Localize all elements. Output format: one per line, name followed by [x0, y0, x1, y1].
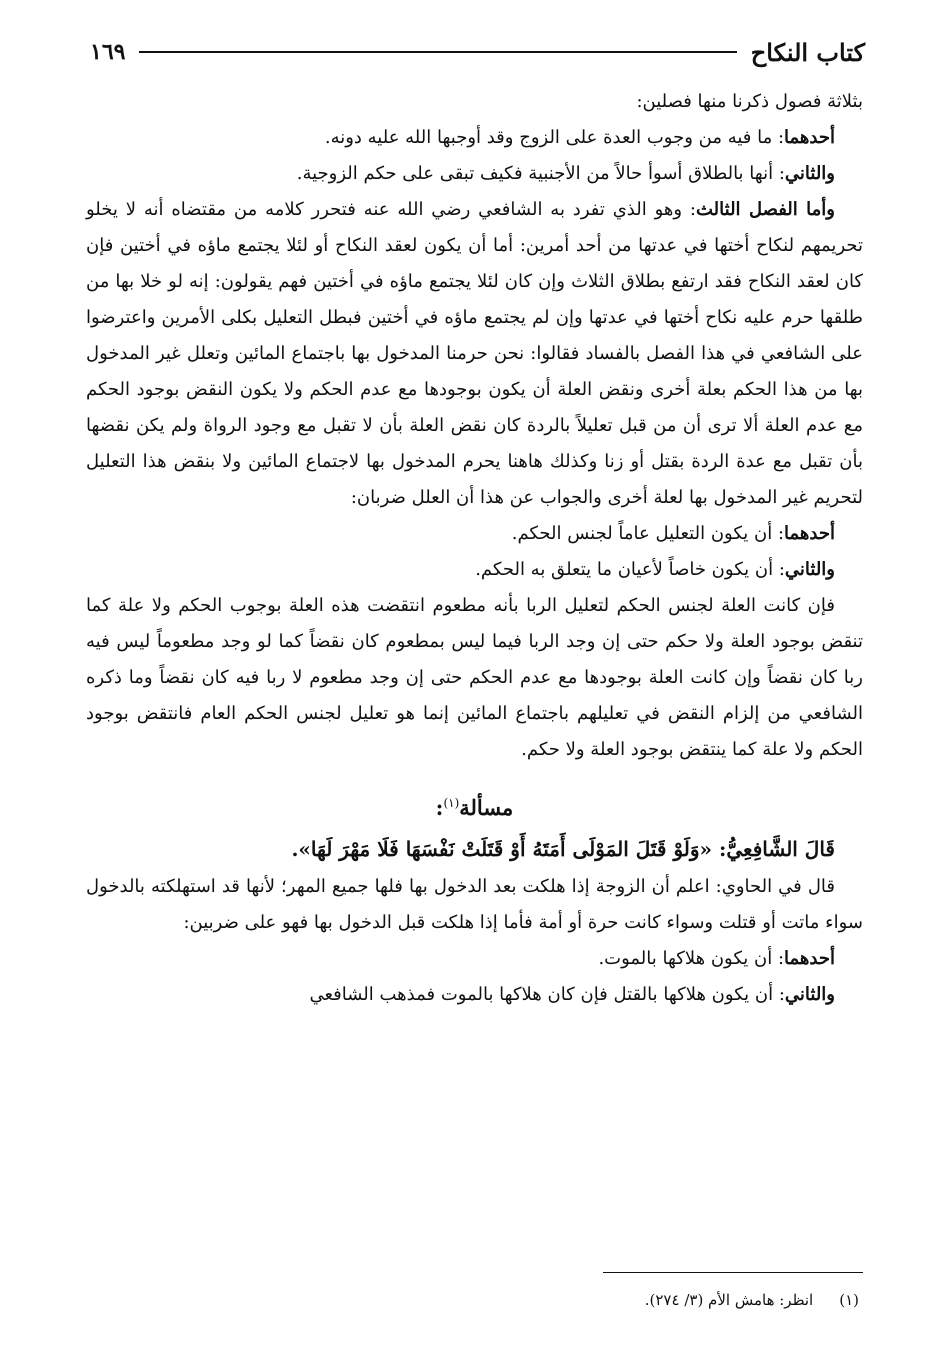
paragraph-first: أحدهما: ما فيه من وجوب العدة على الزوج وقد أوجبها الله عليه دونه.: [324, 127, 835, 148]
masala-heading: [86, 782, 863, 829]
paragraph-text: أن يكون هلاكها بالقتل فإن كان هلاكها بالموت فمذهب الشافعي: [309, 984, 774, 1005]
page-header: [90, 32, 865, 72]
paragraph-lead: والثاني: [784, 984, 835, 1005]
paragraph-hawi: [86, 869, 863, 941]
paragraph-text: وهو الذي تفرد به الشافعي رضي الله عنه فتحرر كلامه من مقتضاه أنه لا يخلو تحريمهم لنكاح أختها في عدتها من أحد أمرين: أما أن يكون لعقد النكاح أو لئلا يجتمع ماؤه في أختين فإن كان لعقد النكاح فقد ارتفع بطلاق الثلاث وإن كان لئلا يجتمع ماؤه في أختين فهم يقولون: إنه لو خلا بها من طلقها حرم عليه نكاح أختها في عدتها وإن لم يجتمع ماؤه في أختين فبطل التعليل بكلى الأمرين واعترضوا على الشافعي في هذا الفصل بالفساد فقالوا: نحن حرمنا المدخول بها باجتماع المائين وتعلل غير المدخول بها من هذا الحكم بعلة أخرى ونقض العلة أن يكون بوجودها مع عدم الحكم ولا يكون النقض بوجود الحكم مع عدم العلة ألا ترى أن من قبل تعليلاً بالردة كان نقض العلة بأن لا تقبل مع وجود الرواة ولم يكن نقضها بأن تقبل مع عدة الردة بقتل أو زنا وكذلك هاهنا يحرم المدخول بها لاجتماع المائين ولا بنقض هذا التعليل لتحريم غير المدخول بها لعلة أخرى والجواب عن هذا أن العلل ضربان:: [86, 199, 863, 508]
paragraph-lead: أحدهما: [784, 948, 835, 969]
footnote: [645, 1288, 859, 1312]
paragraph-first-kind: أحدهما: أن يكون التعليل عاماً لجنس الحكم.: [511, 523, 835, 544]
paragraph-lead: أحدهما: [784, 127, 835, 148]
paragraph-third-section: وأما الفصل الثالث: وهو الذي تفرد به الشافعي رضي الله عنه فتحرر كلامه من مقتضاه أنه لا يخلو تحريمهم لنكاح أختها في عدتها من أحد أمرين: أما أن يكون لعقد النكاح أو لئلا يجتمع ماؤه في أختين فإن كان لعقد النكاح فقد ارتفع بطلاق الثلاث وإن كان لئلا يجتمع ماؤه في أختين فهم يقولون: إنه لو خلا بها من طلقها حرم عليه نكاح أختها في عدتها وإن لم يجتمع ماؤه في أختين فبطل التعليل بكلى الأمرين واعترضوا على الشافعي في هذا الفصل بالفساد فقالوا: نحن حرمنا المدخول بها باجتماع المائين وتعلل غير المدخول بها من هذا الحكم بعلة أخرى ونقض العلة أن يكون بوجودها مع عدم الحكم ولا يكون النقض بوجود الحكم مع عدم العلة ألا ترى أن من قبل تعليلاً بالردة كان نقض العلة بأن لا تقبل مع وجود الرواة ولم يكن نقضها بأن تقبل مع عدة الردة بقتل أو زنا وكذلك هاهنا يحرم المدخول بها لاجتماع المائين ولا بنقض هذا التعليل لتحريم غير المدخول بها لعلة أخرى والجواب عن هذا أن العلل ضربان:: [86, 199, 863, 508]
paragraph-lead: والثاني: [784, 559, 835, 580]
footnote-rule: [603, 1272, 863, 1273]
paragraph-riba: [86, 588, 863, 768]
paragraph-killing: والثاني: أن يكون هلاكها بالقتل فإن كان هلاكها بالموت فمذهب الشافعي: [309, 984, 835, 1005]
book-title: كتاب النكاح: [750, 37, 865, 67]
paragraph-text: أن يكون خاصاً لأعيان ما يتعلق به الحكم.: [475, 559, 774, 580]
masala-title: مسألة: [459, 795, 514, 820]
paragraph-intro: [86, 84, 863, 120]
paragraph-text: ما فيه من وجوب العدة على الزوج وقد أوجبها الله عليه دونه.: [324, 127, 773, 148]
paragraph-death: أحدهما: أن يكون هلاكها بالموت.: [598, 948, 835, 969]
paragraph-text: أنها بالطلاق أسوأ حالاً من الأجنبية فكيف تبقى على حكم الزوجية.: [296, 163, 774, 184]
paragraph-text: أن يكون التعليل عاماً لجنس الحكم.: [511, 523, 773, 544]
paragraph-lead: أحدهما: [784, 523, 835, 544]
footnote-text: انظر: هامش الأم (٣/ ٢٧٤).: [644, 1291, 814, 1309]
quote-text: قَالَ الشَّافِعِيُّ: «وَلَوْ قَتَلَ المَوْلَى أَمَتَهُ أَوْ قَتَلَتْ نَفْسَهَا فَلَا مَهْرَ لَهَا».: [291, 837, 835, 861]
paragraph-lead: والثاني: [784, 163, 835, 184]
masala-colon: :: [435, 795, 444, 820]
paragraph-text: أن يكون هلاكها بالموت.: [598, 948, 773, 969]
page-number: ١٦٩: [90, 39, 126, 65]
header-rule: [139, 51, 736, 53]
paragraph-lead: وأما الفصل الثالث: [696, 199, 835, 220]
paragraph-text: قال في الحاوي: اعلم أن الزوجة إذا هلكت بعد الدخول بها فلها جميع المهر؛ لأنها قد استهلكته بالدخول سواء ماتت أو قتلت وسواء كانت حرة أو أمة فأما إذا هلكت قبل الدخول بها فهو على ضربين:: [86, 876, 863, 933]
paragraph-second-kind: والثاني: أن يكون خاصاً لأعيان ما يتعلق به الحكم.: [475, 559, 835, 580]
paragraph-second: والثاني: أنها بالطلاق أسوأ حالاً من الأجنبية فكيف تبقى على حكم الزوجية.: [296, 163, 835, 184]
footnote-number: (١): [839, 1291, 859, 1309]
paragraph-text: بثلاثة فصول ذكرنا منها فصلين:: [636, 91, 863, 112]
footnote-ref: (١): [443, 796, 460, 810]
shafii-quote: [86, 829, 863, 869]
paragraph-text: فإن كانت العلة لجنس الحكم لتعليل الربا بأنه مطعوم انتقضت هذه العلة بوجوب الحكم ولا علة كما تنقض بوجود العلة ولا حكم حتى إن وجد الربا فيما ليس بمطعوم كان نقضاً كما لو وجد مطعوماً ليس فيه ربا كان نقضاً وإن كانت العلة بوجودها مع عدم الحكم حتى إن وجد مطعوم لا ربا فيه كان نقضاً وما ذكره الشافعي من إلزام النقض في تعليلهم باجتماع المائين إنما هو تعليل لجنس الحكم العام فانتقض بوجود الحكم ولا علة كما ينتقض بوجود العلة ولا حكم.: [86, 595, 863, 760]
page-body: [86, 84, 863, 1013]
